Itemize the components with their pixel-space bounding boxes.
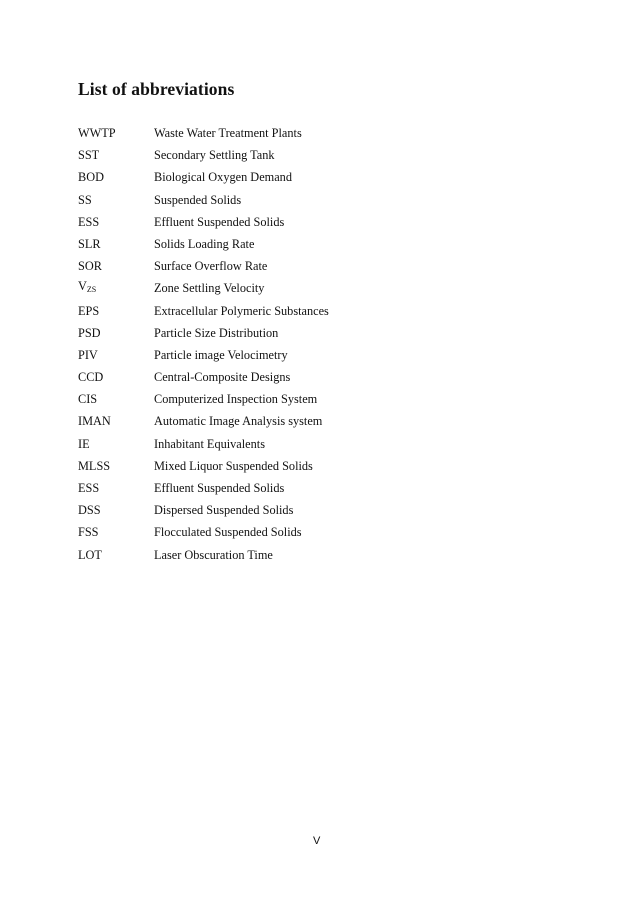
abbreviation-description: Inhabitant Equivalents xyxy=(154,436,265,451)
abbreviation-term: CCD xyxy=(78,370,104,385)
abbreviation-term: FSS xyxy=(78,525,99,540)
abbreviation-row xyxy=(78,433,329,455)
abbreviation-term: ESS xyxy=(78,481,100,495)
abbreviation-description: Particle Size Distribution xyxy=(154,325,279,340)
abbreviation-description: Particle image Velocimetry xyxy=(154,347,288,362)
abbreviation-term: BOD xyxy=(78,170,104,185)
abbreviation-term: WWTP xyxy=(78,126,116,140)
abbreviation-description: Effluent Suspended Solids xyxy=(154,481,285,495)
abbreviation-term: SOR xyxy=(78,259,102,274)
abbreviation-term-subscript: ZS xyxy=(86,285,97,295)
abbreviation-description: Solids Loading Rate xyxy=(154,236,255,251)
abbreviation-description: Zone Settling Velocity xyxy=(154,281,265,296)
abbreviation-term: EPS xyxy=(78,303,100,318)
abbreviation-term: CIS xyxy=(78,392,98,407)
abbreviation-description: Automatic Image Analysis system xyxy=(154,414,323,429)
abbreviation-row xyxy=(78,521,329,543)
abbreviation-row xyxy=(78,322,329,344)
abbreviation-row xyxy=(78,233,329,255)
abbreviation-description: Dispersed Suspended Solids xyxy=(154,503,294,518)
abbreviation-row xyxy=(78,122,329,144)
abbreviation-description: Suspended Solids xyxy=(154,192,242,207)
abbreviation-term: SS xyxy=(78,192,92,207)
abbreviation-term: LOT xyxy=(78,547,102,562)
abbreviation-description: Mixed Liquor Suspended Solids xyxy=(154,458,313,473)
abbreviation-description: Central-Composite Designs xyxy=(154,370,291,385)
abbreviation-row xyxy=(78,544,329,566)
abbreviation-row xyxy=(78,366,329,388)
abbreviation-row xyxy=(78,166,329,188)
abbreviation-row xyxy=(78,144,329,166)
abbreviation-description: Extracellular Polymeric Substances xyxy=(154,303,329,318)
abbreviation-term: SLR xyxy=(78,236,101,251)
abbreviation-list xyxy=(78,122,329,566)
abbreviation-row xyxy=(78,189,329,211)
abbreviation-description: Computerized Inspection System xyxy=(154,392,318,407)
abbreviation-term: ESS xyxy=(78,214,100,229)
abbreviation-row xyxy=(78,255,329,277)
abbreviation-row xyxy=(78,211,329,233)
abbreviation-term: PIV xyxy=(78,347,98,362)
abbreviation-row xyxy=(78,277,329,299)
abbreviation-row xyxy=(78,455,329,477)
abbreviation-term xyxy=(78,275,154,301)
page-number: V xyxy=(313,835,321,847)
abbreviation-row xyxy=(78,344,329,366)
abbreviation-row xyxy=(78,300,329,322)
abbreviation-description: Flocculated Suspended Solids xyxy=(154,525,302,540)
abbreviation-row xyxy=(78,499,329,521)
abbreviation-description: Secondary Settling Tank xyxy=(154,148,275,163)
abbreviation-term: DSS xyxy=(78,503,101,518)
abbreviation-row xyxy=(78,388,329,410)
abbreviation-term: PSD xyxy=(78,325,101,340)
abbreviation-description: Effluent Suspended Solids xyxy=(154,214,285,229)
abbreviation-description: Surface Overflow Rate xyxy=(154,259,268,274)
abbreviation-term: MLSS xyxy=(78,458,111,473)
abbreviation-description: Biological Oxygen Demand xyxy=(154,170,292,185)
abbreviation-term: IE xyxy=(78,436,90,451)
page-title: List of abbreviations xyxy=(78,79,235,99)
abbreviation-row xyxy=(78,477,329,499)
abbreviation-term: IMAN xyxy=(78,414,111,429)
abbreviation-description: Waste Water Treatment Plants xyxy=(154,126,302,140)
abbreviation-term: SST xyxy=(78,148,100,163)
abbreviation-term-base: V xyxy=(78,279,87,294)
abbreviation-row xyxy=(78,410,329,432)
abbreviation-description: Laser Obscuration Time xyxy=(154,547,273,562)
